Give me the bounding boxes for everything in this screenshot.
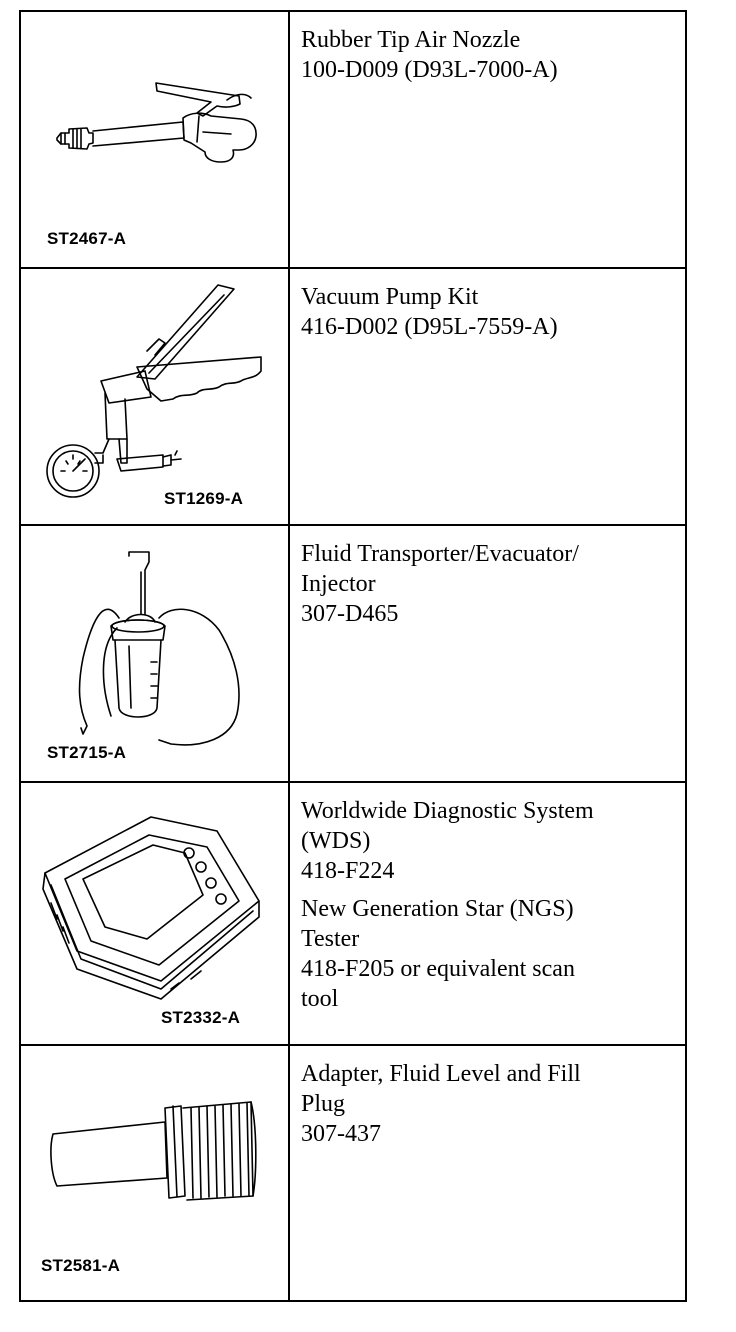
diagnostic-tester-icon: [21, 783, 288, 1046]
tool-description-line: Tester: [301, 926, 360, 952]
tool-description-line: 100-D009 (D93L-7000-A): [301, 57, 558, 83]
tool-illustration-cell: [20, 525, 289, 782]
tool-description-line: Plug: [301, 1091, 346, 1117]
vacuum-pump-icon: [21, 269, 288, 526]
tool-row: [20, 11, 686, 268]
tool-description-line: 307-437: [301, 1121, 381, 1147]
tool-row: [20, 782, 686, 1045]
tool-description-line: Fluid Transporter/Evacuator/: [301, 541, 579, 567]
tool-row: [20, 268, 686, 525]
illustration-code: ST2715-A: [47, 743, 127, 762]
tool-description-line: Worldwide Diagnostic System: [301, 798, 594, 824]
illustration-code: ST2332-A: [161, 1008, 241, 1027]
tool-description-cell: [289, 782, 686, 1045]
illustration-code: ST1269-A: [164, 489, 244, 508]
tool-description-line: (WDS): [301, 828, 371, 854]
tool-row: [20, 1045, 686, 1301]
tool-description-line: New Generation Star (NGS): [301, 896, 574, 922]
tool-description-line: 307-D465: [301, 601, 399, 627]
tool-description-line: 416-D002 (D95L-7559-A): [301, 314, 558, 340]
tool-illustration-cell: [20, 268, 289, 525]
tool-illustration-cell: [20, 1045, 289, 1301]
tool-description-line: Rubber Tip Air Nozzle: [301, 27, 521, 53]
tool-illustration-cell: [20, 11, 289, 268]
illustration-code: ST2581-A: [41, 1256, 121, 1275]
tool-description-cell: [289, 525, 686, 782]
tool-description-line: Adapter, Fluid Level and Fill: [301, 1061, 581, 1087]
tool-description-cell: [289, 11, 686, 268]
tool-illustration-cell: [20, 782, 289, 1045]
special-tools-table: [19, 10, 687, 1302]
tool-description-line: Injector: [301, 571, 376, 597]
illustration-code: ST2467-A: [47, 229, 127, 248]
tool-description-cell: [289, 1045, 686, 1301]
tool-description-line: 418-F205 or equivalent scan: [301, 956, 575, 982]
tool-row: [20, 525, 686, 782]
tool-description-line: 418-F224: [301, 858, 395, 884]
tool-description-line: Vacuum Pump Kit: [301, 284, 479, 310]
tool-description-cell: [289, 268, 686, 525]
tool-description-line: tool: [301, 986, 339, 1012]
